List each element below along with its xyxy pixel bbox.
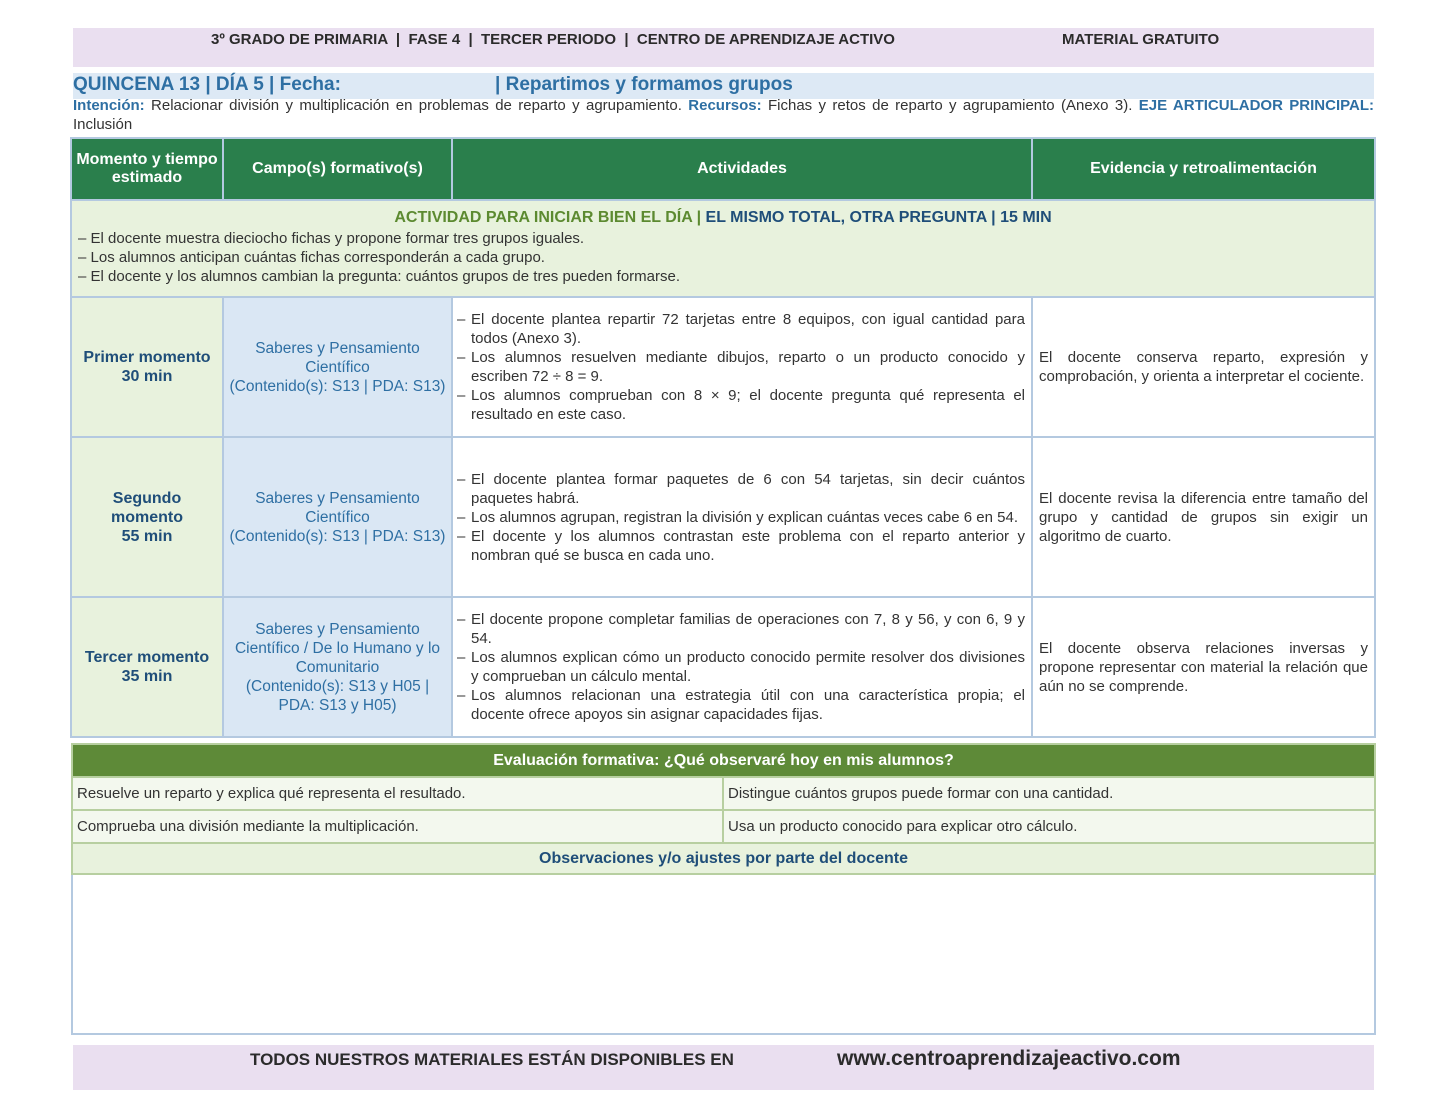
evidencia-cell: El docente revisa la diferencia entre tamaño del grupo y cantidad de grupos sin exigir un algoritmo de cuarto. xyxy=(1032,437,1375,597)
evaluation-item: Resuelve un reparto y explica qué representa el resultado. xyxy=(72,777,723,810)
momento-cell xyxy=(71,297,223,437)
campo-label: Saberes y Pensamiento Científico / De lo Humano y lo Comunitario xyxy=(234,620,441,676)
table-row xyxy=(71,437,1375,597)
campo-cell xyxy=(223,437,452,597)
planning-table xyxy=(70,137,1376,738)
evaluation-table xyxy=(71,743,1376,1035)
header-campo: Campo(s) formativo(s) xyxy=(223,138,452,200)
header-evidencia: Evidencia y retroalimentación xyxy=(1032,138,1375,200)
day-start-row xyxy=(71,200,1375,297)
activity-item: – Los alumnos comprueban con 8 × 9; el docente pregunta qué representa el resultado en este caso. xyxy=(457,387,1025,423)
footer-banner xyxy=(73,1045,1374,1090)
activity-item: – Los alumnos resuelven mediante dibujos, reparto o un producto conocido y escriben 72 ÷ 8 = 9. xyxy=(457,349,1025,385)
actividades-cell xyxy=(452,597,1032,737)
title-quincena: QUINCENA 13 | DÍA 5 | Fecha: xyxy=(73,74,341,95)
actividades-cell xyxy=(452,297,1032,437)
banner-grade-info: 3º GRADO DE PRIMARIA | FASE 4 | TERCER PERIODO | CENTRO DE APRENDIZAJE ACTIVO xyxy=(211,31,895,48)
footer-text: TODOS NUESTROS MATERIALES ESTÁN DISPONIBLES EN xyxy=(250,1050,734,1069)
evaluation-item: Distingue cuántos grupos puede formar con una cantidad. xyxy=(723,777,1375,810)
title-subject: | Repartimos y formamos grupos xyxy=(495,74,793,95)
activity-item: – Los alumnos explican cómo un producto conocido permite resolver dos divisiones y comprueban un cálculo mental. xyxy=(457,649,1025,685)
day-start-title xyxy=(78,209,1368,227)
table-row xyxy=(72,777,1375,810)
intencion-label: Intención: xyxy=(73,97,145,114)
campo-cell xyxy=(223,597,452,737)
momento-label: Segundo momento xyxy=(111,489,183,526)
day-start-line: – El docente y los alumnos cambian la pregunta: cuántos grupos de tres pueden formarse. xyxy=(78,268,681,285)
campo-label: Saberes y Pensamiento Científico xyxy=(255,339,420,376)
banner-free-material: MATERIAL GRATUITO xyxy=(1062,31,1220,48)
table-header-row xyxy=(71,138,1375,200)
actividades-cell xyxy=(452,437,1032,597)
momento-label: Primer momento xyxy=(83,349,211,366)
campo-contenido: (Contenido(s): S13 y H05 | PDA: S13 y H05) xyxy=(245,677,430,714)
table-row xyxy=(72,810,1375,843)
header-actividades: Actividades xyxy=(452,138,1032,200)
eje-label: EJE ARTICULADOR PRINCIPAL: xyxy=(1138,97,1374,114)
day-start-title-blue: EL MISMO TOTAL, OTRA PREGUNTA | 15 MIN xyxy=(701,209,1052,226)
campo-contenido: (Contenido(s): S13 | PDA: S13) xyxy=(229,377,446,395)
momento-time: 55 min xyxy=(121,527,173,545)
momento-time: 30 min xyxy=(121,368,173,385)
campo-contenido: (Contenido(s): S13 | PDA: S13) xyxy=(229,527,446,545)
activity-item: – El docente plantea repartir 72 tarjetas entre 8 equipos, con igual cantidad para todos (Anexo 3). xyxy=(457,311,1025,347)
day-start-cell xyxy=(71,200,1375,297)
campo-cell xyxy=(223,297,452,437)
momento-label: Tercer momento xyxy=(84,649,210,666)
evidencia-cell: El docente conserva reparto, expresión y comprobación, y orienta a interpretar el cociente. xyxy=(1032,297,1375,437)
table-row xyxy=(71,297,1375,437)
intent-paragraph xyxy=(73,96,1374,134)
eje-text: Inclusión xyxy=(73,116,133,133)
footer-url-link[interactable]: www.centroaprendizajeactivo.com xyxy=(837,1047,1181,1070)
evaluation-item: Usa un producto conocido para explicar otro cálculo. xyxy=(723,810,1375,843)
top-banner xyxy=(73,28,1374,67)
momento-cell xyxy=(71,437,223,597)
recursos-text: Fichas y retos de reparto y agrupamiento (Anexo 3). xyxy=(761,97,1139,114)
header-momento: Momento y tiempo estimado xyxy=(71,138,223,200)
day-start-line: – El docente muestra dieciocho fichas y propone formar tres grupos iguales. xyxy=(78,230,585,247)
evaluation-title: Evaluación formativa: ¿Qué observaré hoy en mis alumnos? xyxy=(72,744,1375,777)
recursos-label: Recursos: xyxy=(688,97,762,114)
activity-item: – El docente propone completar familias de operaciones con 7, 8 y 56, y con 6, 9 y 54. xyxy=(457,611,1025,647)
observations-area[interactable] xyxy=(72,874,1375,1034)
activity-item: – El docente plantea formar paquetes de 6 con 54 tarjetas, sin decir cuántos paquetes habrá. xyxy=(457,470,1025,507)
activity-item: – El docente y los alumnos contrastan este problema con el reparto anterior y nombran qué se busca en cada uno. xyxy=(457,527,1025,564)
day-start-line: – Los alumnos anticipan cuántas fichas corresponderán a cada grupo. xyxy=(78,249,545,266)
intencion-text: Relacionar división y multiplicación en problemas de reparto y agrupamiento. xyxy=(144,97,689,114)
table-row xyxy=(71,597,1375,737)
evaluation-item: Comprueba una división mediante la multiplicación. xyxy=(72,810,723,843)
day-start-title-green: ACTIVIDAD PARA INICIAR BIEN EL DÍA | xyxy=(394,209,702,226)
observations-title: Observaciones y/o ajustes por parte del docente xyxy=(72,843,1375,874)
momento-time: 35 min xyxy=(121,668,173,685)
activity-item: – Los alumnos relacionan una estrategia útil con una característica propia; el docente ofrece apoyos sin asignar capacidades fijas. xyxy=(457,687,1025,723)
momento-cell xyxy=(71,597,223,737)
campo-label: Saberes y Pensamiento Científico xyxy=(255,489,420,526)
evidencia-cell: El docente observa relaciones inversas y propone representar con material la relación que aún no se comprende. xyxy=(1032,597,1375,737)
activity-item: – Los alumnos agrupan, registran la división y explican cuántas veces cabe 6 en 54. xyxy=(457,508,1018,526)
